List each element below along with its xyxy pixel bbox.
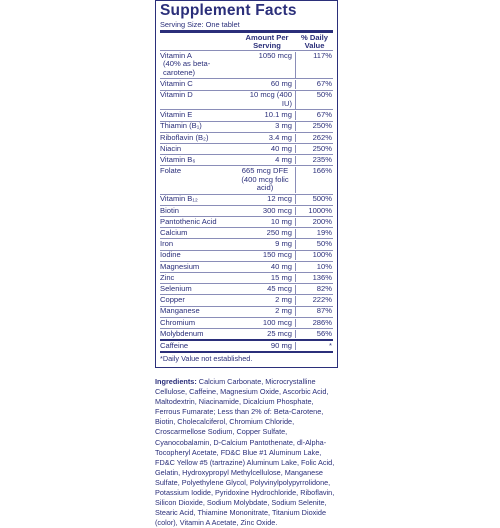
nutrient-name-cell xyxy=(160,167,238,193)
nutrient-dv: 500% xyxy=(312,194,332,204)
nutrient-amount: 100 mcg xyxy=(262,317,292,327)
nutrient-name-cell xyxy=(160,285,238,294)
nutrient-amount-cell xyxy=(238,156,296,165)
nutrient-amount-cell xyxy=(238,145,296,154)
nutrient-row xyxy=(160,238,333,249)
nutrient-dv: 67% xyxy=(316,110,332,120)
nutrient-name-cell xyxy=(160,296,238,305)
nutrient-name: Biotin xyxy=(160,205,179,215)
nutrient-name-note: (40% as beta-carotene) xyxy=(163,59,211,77)
nutrient-name-cell xyxy=(160,156,238,165)
nutrient-amount-cell xyxy=(238,307,296,316)
nutrient-amount: 250 mg xyxy=(266,228,292,238)
nutrient-amount: 45 mcg xyxy=(267,283,292,293)
nutrient-name: Vitamin B₁₂ xyxy=(160,194,198,204)
nutrient-name-cell xyxy=(160,330,238,339)
nutrient-name-cell xyxy=(160,91,238,108)
nutrient-amount: 10.1 mg xyxy=(264,110,292,120)
nutrient-amount-cell xyxy=(238,52,296,78)
nutrient-amount: 300 mcg xyxy=(262,205,292,215)
nutrient-amount-cell xyxy=(238,296,296,305)
nutrient-amount-cell xyxy=(238,251,296,260)
nutrient-dv: 50% xyxy=(316,90,332,100)
nutrient-amount-cell xyxy=(238,240,296,249)
nutrient-name: Manganese xyxy=(160,306,200,316)
nutrient-name-cell xyxy=(160,274,238,283)
nutrient-amount-cell xyxy=(238,111,296,120)
ingredients-label: Ingredients: xyxy=(155,377,197,386)
nutrient-name: Calcium xyxy=(160,228,188,238)
nutrient-name-cell xyxy=(160,111,238,120)
nutrient-dv: 250% xyxy=(312,121,332,131)
nutrient-amount: 10 mcg (400 IU) xyxy=(249,90,292,108)
nutrient-row xyxy=(160,109,333,120)
nutrient-name: Molybdenum xyxy=(160,328,204,338)
nutrient-amount: 4 mg xyxy=(275,154,292,164)
nutrient-amount: 10 mg xyxy=(270,216,292,226)
nutrient-name: Vitamin B₆ xyxy=(160,154,196,164)
nutrient-row xyxy=(160,261,333,272)
nutrient-name: Thiamin (B₁) xyxy=(160,121,202,131)
nutrient-row xyxy=(160,194,333,205)
nutrient-name-cell xyxy=(160,145,238,154)
nutrient-dv: * xyxy=(329,340,332,350)
nutrient-row xyxy=(160,216,333,227)
nutrient-name-cell xyxy=(160,52,238,78)
supplement-facts-panel xyxy=(155,0,338,368)
nutrient-name-cell xyxy=(160,207,238,216)
nutrient-row xyxy=(160,78,333,89)
nutrient-amount-cell xyxy=(238,207,296,216)
nutrient-name-cell xyxy=(160,251,238,260)
nutrient-amount-cell xyxy=(238,330,296,339)
nutrient-amount-cell xyxy=(238,274,296,283)
nutrient-row xyxy=(160,143,333,154)
nutrient-dv: 67% xyxy=(316,79,332,89)
nutrient-name: Niacin xyxy=(160,143,182,153)
nutrient-name: Selenium xyxy=(160,283,192,293)
serving-size: Serving Size: One tablet xyxy=(160,20,240,29)
nutrient-row xyxy=(160,165,333,193)
nutrient-name: Folate xyxy=(160,166,182,176)
nutrient-name: Vitamin C xyxy=(160,79,193,89)
nutrient-amount: 12 mcg xyxy=(267,194,292,204)
nutrient-name: Vitamin A xyxy=(160,50,192,60)
nutrient-amount-cell xyxy=(238,91,296,108)
nutrient-row xyxy=(160,283,333,294)
nutrient-dv: 286% xyxy=(312,317,332,327)
nutrient-row xyxy=(160,90,333,110)
nutrient-dv: 166% xyxy=(312,166,332,176)
nutrient-row xyxy=(160,317,333,328)
nutrient-amount: 60 mg xyxy=(270,79,292,89)
nutrient-dv: 200% xyxy=(312,216,332,226)
nutrient-dv: 117% xyxy=(313,50,332,60)
nutrient-name: Vitamin D xyxy=(160,90,193,100)
nutrient-amount: 15 mg xyxy=(270,272,292,282)
nutrient-dv: 222% xyxy=(312,295,332,305)
nutrient-amount-cell xyxy=(238,285,296,294)
nutrient-name: Pantothenic Acid xyxy=(160,216,217,226)
nutrient-dv: 136% xyxy=(312,272,332,282)
nutrient-amount-note: (400 mcg folic acid) xyxy=(241,174,289,193)
nutrient-row xyxy=(160,121,333,132)
nutrient-amount-cell xyxy=(238,122,296,131)
nutrient-amount: 9 mg xyxy=(275,239,292,249)
nutrient-amount: 25 mcg xyxy=(267,328,292,338)
nutrient-dv: 19% xyxy=(316,228,332,238)
nutrient-row xyxy=(160,227,333,238)
nutrient-amount: 2 mg xyxy=(275,306,292,316)
nutrient-name: Zinc xyxy=(160,272,175,282)
nutrient-amount: 665 mcg DFE xyxy=(241,166,289,176)
nutrient-name-cell xyxy=(160,229,238,238)
nutrient-dv: 235% xyxy=(312,154,332,164)
nutrient-amount: 40 mg xyxy=(270,261,292,271)
ingredients-block xyxy=(155,377,340,528)
nutrient-amount-cell xyxy=(238,319,296,328)
nutrient-amount: 90 mg xyxy=(238,342,296,351)
nutrient-name: Riboflavin (B₂) xyxy=(160,132,209,142)
nutrient-name: Magnesium xyxy=(160,261,200,271)
nutrient-amount: 150 mcg xyxy=(262,250,292,260)
nutrient-amount: 3.4 mg xyxy=(268,132,292,142)
header-amount: Amount Per Serving xyxy=(245,33,289,50)
nutrient-name-cell xyxy=(160,218,238,227)
nutrient-row xyxy=(160,328,333,339)
nutrient-amount-cell xyxy=(238,167,296,193)
nutrient-amount-cell xyxy=(238,263,296,272)
nutrient-row xyxy=(160,272,333,283)
nutrient-row xyxy=(160,154,333,165)
nutrient-amount-cell xyxy=(238,134,296,143)
nutrient-dv: 56% xyxy=(316,328,332,338)
nutrient-name-cell xyxy=(160,195,238,204)
nutrient-name-cell xyxy=(160,80,238,89)
facts-header-row xyxy=(160,33,333,50)
nutrient-name: Iodine xyxy=(160,250,181,260)
nutrient-name-cell xyxy=(160,122,238,131)
facts-title: Supplement Facts xyxy=(160,2,297,19)
nutrient-name-cell xyxy=(160,240,238,249)
nutrient-row xyxy=(160,294,333,305)
nutrient-name-cell xyxy=(160,319,238,328)
nutrient-amount: 2 mg xyxy=(275,295,292,305)
nutrient-row xyxy=(160,205,333,216)
nutrient-dv: 10% xyxy=(316,261,332,271)
nutrient-amount: 3 mg xyxy=(275,121,292,131)
nutrient-name: Copper xyxy=(160,295,185,305)
header-daily-value: % Daily Value xyxy=(300,33,328,50)
nutrient-amount: 40 mg xyxy=(270,143,292,153)
nutrient-name-cell xyxy=(160,307,238,316)
nutrient-dv: 82% xyxy=(316,283,332,293)
nutrient-name: Vitamin E xyxy=(160,110,193,120)
nutrient-amount-cell xyxy=(238,195,296,204)
nutrient-name: Caffeine xyxy=(160,340,189,350)
nutrient-rows xyxy=(160,50,333,339)
nutrient-dv: 100% xyxy=(312,250,332,260)
nutrient-amount-cell xyxy=(238,80,296,89)
nutrient-dv: 87% xyxy=(316,306,332,316)
ingredients-text: Calcium Carbonate, Microcrystalline Cellulose, Caffeine, Magnesium Oxide, Ascorbic Acid, Maltodextrin, Niacinamide, Dicalcium Phosphate, Ferrous Fumarate; Less than 2% of: Beta-Carotene, Biotin, Cholecalciferol, Chromium Chloride, Croscarmellose Sodium, Copper Sulfate, Cyanocobalamin, D-Calcium Pantothenate, dl-Alpha-Tocopheryl Acetate, FD&C Blue #1 Aluminum Lake, FD&C Yellow #5 (tartrazine) Aluminum Lake, Folic Acid, Gelatin, Hydroxypropyl Methylcellulose, Manganese Sulfate, Polyethylene Glycol, Polyvinylpolypyrrolidone, Potassium Iodide, Pyridoxine Hydrochloride, Riboflavin, Silicon Dioxide, Sodium Molybdate, Sodium Selenite, Stearic Acid, Thiamine Mononitrate, Titanium Dioxide (color), Vitamin A Acetate, Zinc Oxide. xyxy=(155,377,335,528)
nutrient-amount-cell xyxy=(238,218,296,227)
nutrient-dv: 262% xyxy=(312,132,332,142)
nutrient-dv: 50% xyxy=(316,239,332,249)
daily-value-footnote: *Daily Value not established. xyxy=(160,354,253,364)
caffeine-row xyxy=(160,341,333,351)
nutrient-name-cell xyxy=(160,134,238,143)
nutrient-dv: 1000% xyxy=(308,205,332,215)
nutrient-amount-cell xyxy=(238,229,296,238)
nutrient-name: Iron xyxy=(160,239,174,249)
nutrient-row xyxy=(160,306,333,317)
nutrient-amount: 1050 mcg xyxy=(258,50,292,60)
nutrient-row xyxy=(160,250,333,261)
nutrient-row xyxy=(160,50,333,78)
nutrient-name: Chromium xyxy=(160,317,196,327)
nutrient-dv: 250% xyxy=(312,143,332,153)
nutrient-name-cell xyxy=(160,263,238,272)
nutrient-row xyxy=(160,132,333,143)
